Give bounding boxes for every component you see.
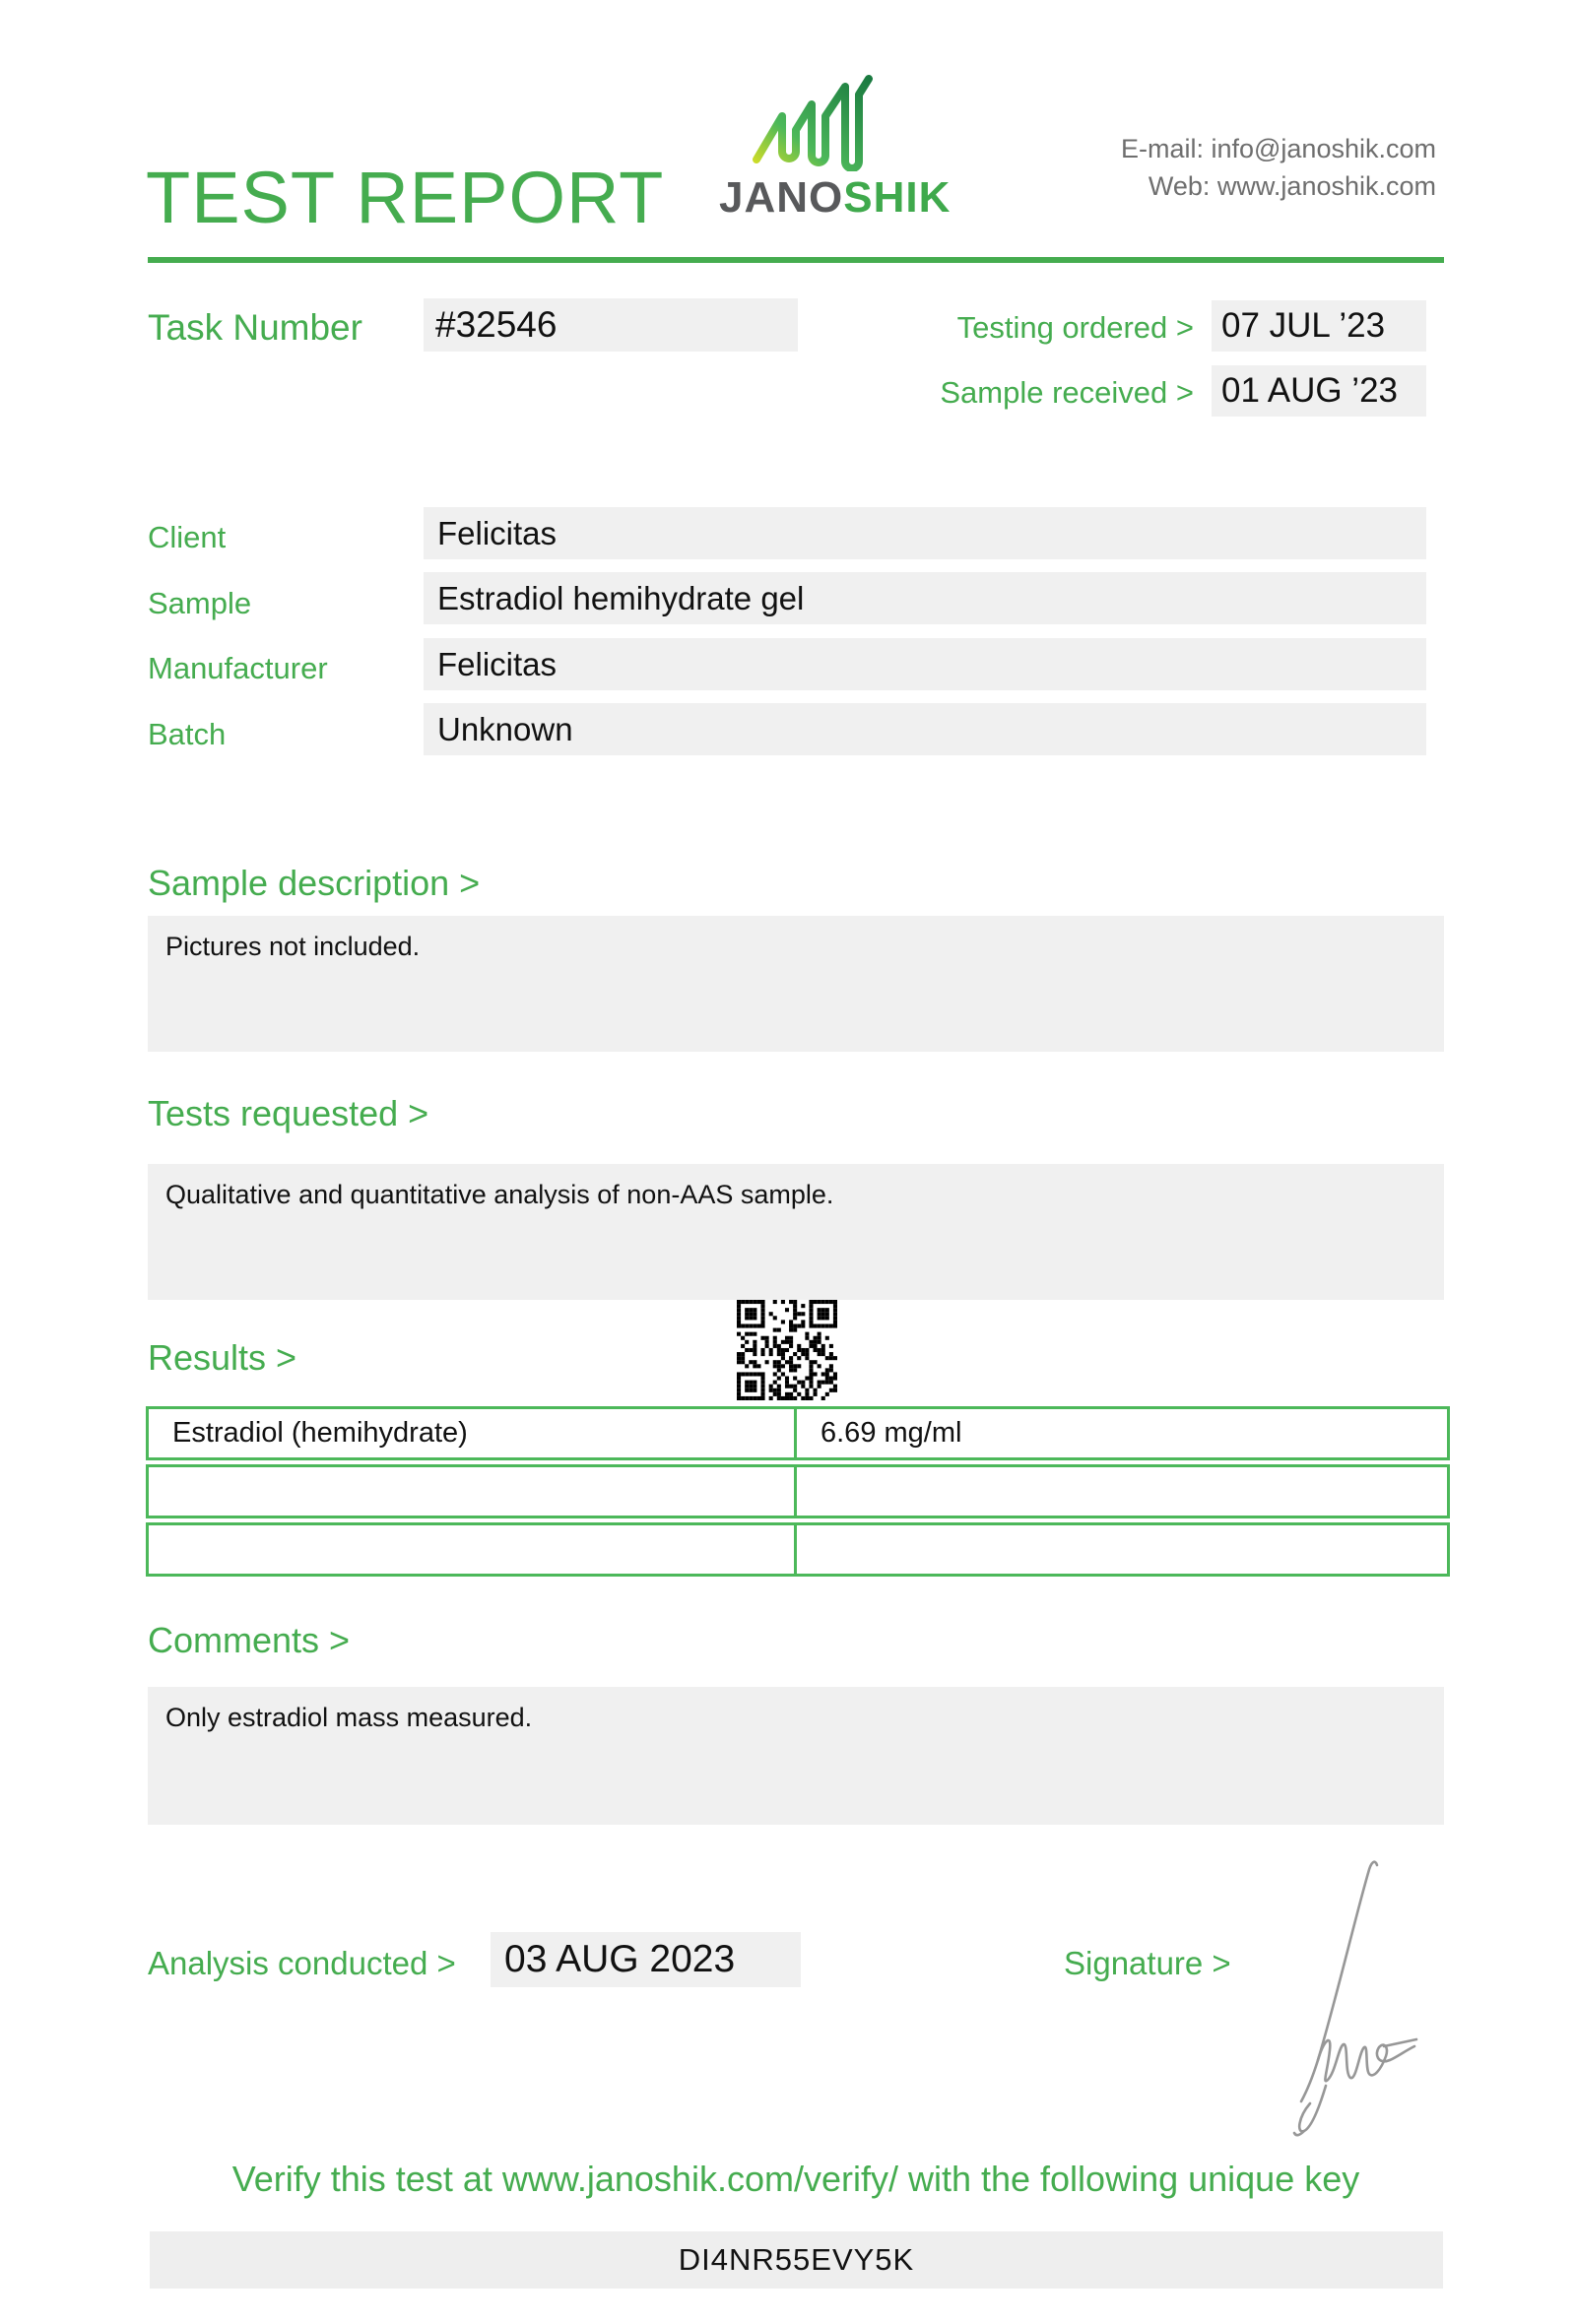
testing-ordered-value: 07 JUL ’23 [1212,300,1426,352]
comments-box: Only estradiol mass measured. [148,1687,1444,1825]
chart-bars-icon [719,69,906,171]
testing-ordered-label: Testing ordered > [956,310,1194,345]
brand-wordmark [719,173,952,223]
batch-label: Batch [148,717,227,751]
results-row [146,1464,1450,1518]
results-table [146,1406,1450,1577]
signature-label: Signature > [1064,1945,1231,1981]
signature-image [1269,1853,1431,2144]
page-title: TEST REPORT [146,157,665,238]
sample-value: Estradiol hemihydrate gel [424,572,1426,624]
results-row [146,1406,1450,1460]
batch-value: Unknown [424,703,1426,755]
verify-instruction: Verify this test at www.janoshik.com/verify/ with the following unique key [231,2159,1360,2199]
task-number-label: Task Number [148,307,362,348]
manufacturer-label: Manufacturer [148,651,328,685]
unique-key-value: DI4NR55EVY5K [150,2231,1443,2289]
tests-requested-heading: Tests requested > [148,1093,429,1133]
result-value: 6.69 mg/ml [821,1417,962,1449]
contact-web: Web: www.janoshik.com [1148,171,1436,201]
result-analyte [149,1525,797,1574]
result-value [797,1525,1447,1574]
manufacturer-value: Felicitas [424,638,1426,690]
results-heading: Results > [148,1337,297,1378]
brand-logo [719,69,952,223]
results-row [146,1522,1450,1577]
analysis-date-value: 03 AUG 2023 [491,1932,801,1987]
client-label: Client [148,520,227,554]
task-number-value: #32546 [424,298,798,352]
contact-block [1121,130,1436,205]
sample-description-heading: Sample description > [148,863,481,903]
header-divider [148,257,1444,263]
sample-label: Sample [148,586,252,620]
brand-wordmark-left: JANO [719,173,844,222]
sample-received-label: Sample received > [940,375,1194,410]
tests-requested-box: Qualitative and quantitative analysis of non-AAS sample. [148,1164,1444,1300]
analysis-conducted-label: Analysis conducted > [148,1945,456,1981]
contact-email: E-mail: info@janoshik.com [1120,134,1436,163]
client-value: Felicitas [424,507,1426,559]
sample-received-value: 01 AUG ’23 [1212,365,1426,417]
comments-heading: Comments > [148,1620,351,1660]
qr-code [737,1300,837,1405]
brand-wordmark-right: SHIK [843,173,952,222]
sample-description-box: Pictures not included. [148,916,1444,1052]
result-value [797,1467,1447,1516]
result-analyte [149,1467,797,1516]
result-analyte: Estradiol (hemihydrate) [149,1409,797,1457]
